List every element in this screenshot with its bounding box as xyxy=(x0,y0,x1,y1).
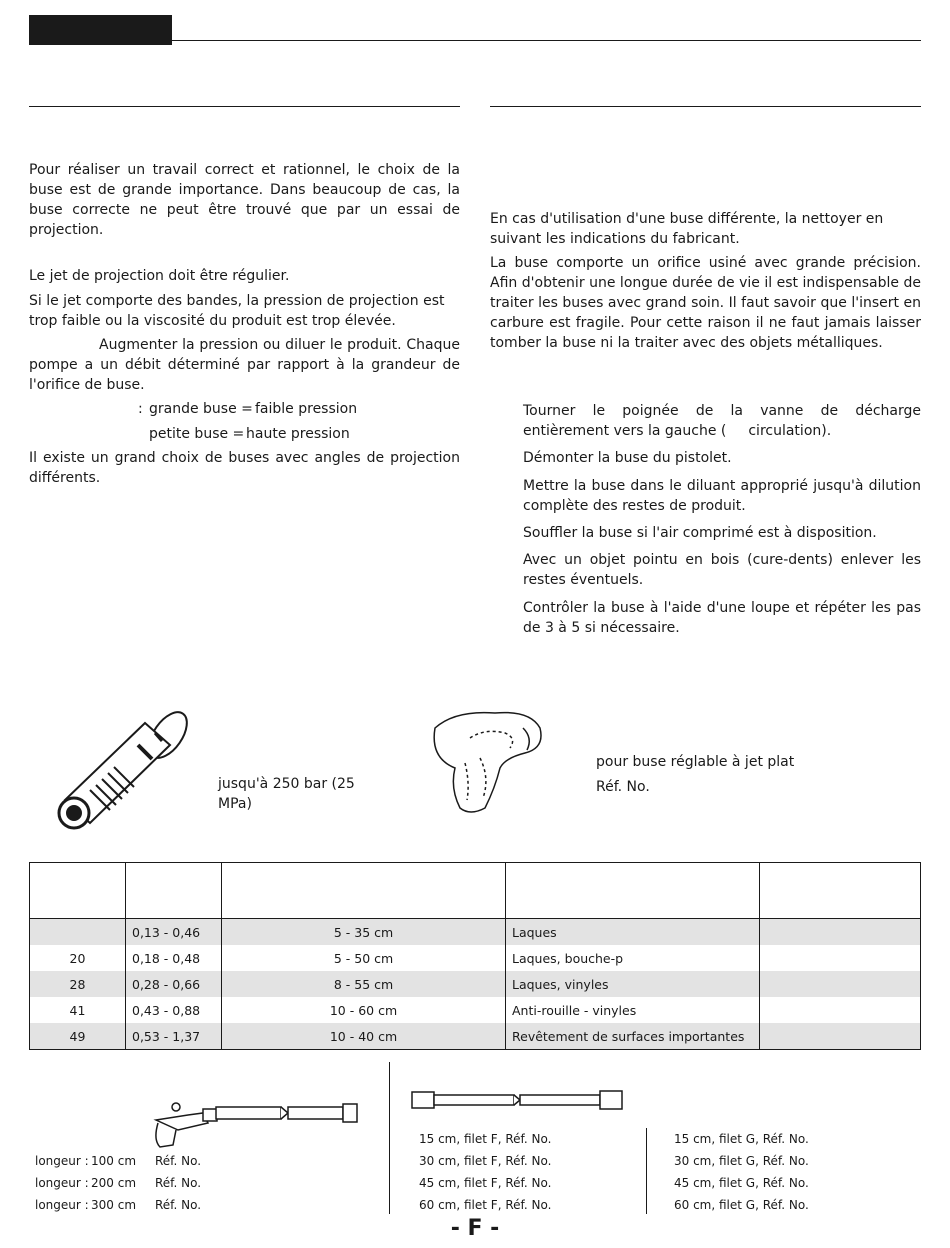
cleaning-step-3: Mettre la buse dans le diluant approprié jusqu'à dilution complète des restes de produit. xyxy=(523,478,921,514)
table-cell-c5 xyxy=(760,971,921,997)
page-marker: - F - xyxy=(450,1216,500,1241)
rule-2-label: petite buse = xyxy=(149,426,245,442)
length-list xyxy=(35,1150,375,1216)
table-cell-c1: 41 xyxy=(30,997,126,1023)
length-value: 200 cm xyxy=(91,1176,137,1190)
table-cell-c3: 8 - 55 cm xyxy=(222,971,506,997)
table-cell-c2: 0,43 - 0,88 xyxy=(126,997,222,1023)
extension-item: 30 cm, filet F, Réf. No. xyxy=(419,1154,552,1168)
length-label: longeur : xyxy=(35,1176,89,1190)
cleaning-step-5: Avec un objet pointu en bois (cure-dents) enlever les restes éventuels. xyxy=(523,552,921,588)
table-cell-c1: 28 xyxy=(30,971,126,997)
f-extension-list xyxy=(419,1128,551,1216)
right-paragraph-2: La buse comporte un orifice usiné avec grande précision. Afin d'obtenir une longue durée de vie il est indispensable de traiter les buses avec grand soin. Il faut savoir que l'insert en carbure est fragile. Pour cette raison il ne faut jamais laisser tomber la buse ni la traiter avec des objets métalliques. xyxy=(490,255,921,351)
extension-item: 15 cm, filet F, Réf. No. xyxy=(419,1132,552,1146)
table-cell-c4: Revêtement de surfaces importantes xyxy=(506,1023,760,1050)
left-paragraph-2: Le jet de projection doit être régulier. xyxy=(29,268,290,284)
left-paragraph-1: Pour réaliser un travail correct et rationnel, le choix de la buse est de grande importance. Dans beaucoup de cas, la buse correcte ne peut être trouvé que par un essai de projection. xyxy=(29,162,460,238)
length-value: 300 cm xyxy=(91,1198,137,1212)
extension-item: 60 cm, filet F, Réf. No. xyxy=(419,1198,552,1212)
length-value: 100 cm xyxy=(91,1154,137,1168)
header-rule xyxy=(172,40,921,41)
rule-colon: : xyxy=(138,401,143,417)
nozzle-image xyxy=(50,705,190,840)
cleaning-step-2: Démonter la buse du pistolet. xyxy=(523,450,732,466)
table-cell-c2: 0,53 - 1,37 xyxy=(126,1023,222,1050)
length-row xyxy=(35,1194,375,1216)
length-label: longeur : xyxy=(35,1198,89,1212)
right-paragraph-1: En cas d'utilisation d'une buse différente, la nettoyer en suivant les indications du fabricant. xyxy=(490,211,884,247)
table-cell-c1: 49 xyxy=(30,1023,126,1050)
right-section-rule xyxy=(490,106,921,107)
nozzle-caption: jusqu'à 250 bar (25 MPa) xyxy=(218,776,355,812)
nozzle-holder-image xyxy=(425,708,550,818)
left-paragraph-3: Si le jet comporte des bandes, la pression de projection est trop faible ou la viscosité du produit est trop élevée. xyxy=(29,293,445,329)
table-cell-c5 xyxy=(760,919,921,946)
rule-2-value: haute pression xyxy=(246,426,350,442)
table-cell-c3: 5 - 35 cm xyxy=(222,919,506,946)
rule-1-label: grande buse = xyxy=(149,401,253,417)
table-cell-c4: Laques, vinyles xyxy=(506,971,760,997)
extension-item: 45 cm, filet F, Réf. No. xyxy=(419,1176,552,1190)
table-cell-c5 xyxy=(760,997,921,1023)
table-cell-c4: Laques xyxy=(506,919,760,946)
extension-item: 45 cm, filet G, Réf. No. xyxy=(674,1176,809,1190)
table-row xyxy=(30,997,921,1023)
left-paragraph-4: Augmenter la pression ou diluer le produit. Chaque pompe a un débit déterminé par rapport à la grandeur de l'orifice de buse. xyxy=(29,337,460,393)
table-row xyxy=(30,971,921,997)
table-cell-c2: 0,13 - 0,46 xyxy=(126,919,222,946)
table-cell-c1: 20 xyxy=(30,945,126,971)
cleaning-step-1-text: Tourner le poignée de la vanne de décharge entièrement vers la gauche ( xyxy=(523,403,921,439)
table-cell-c5 xyxy=(760,945,921,971)
column-divider xyxy=(389,1062,390,1214)
table-header-row xyxy=(30,863,921,919)
table-cell-c3: 5 - 50 cm xyxy=(222,945,506,971)
table-cell-c3: 10 - 40 cm xyxy=(222,1023,506,1050)
table-cell-c5 xyxy=(760,1023,921,1050)
holder-caption-1: pour buse réglable à jet plat xyxy=(596,754,795,770)
length-ref: Réf. No. xyxy=(155,1198,202,1212)
extension-item: 60 cm, filet G, Réf. No. xyxy=(674,1198,809,1212)
table-cell-c2: 0,28 - 0,66 xyxy=(126,971,222,997)
length-ref: Réf. No. xyxy=(155,1154,202,1168)
column-divider-2 xyxy=(646,1128,647,1214)
table-row xyxy=(30,1023,921,1050)
table-cell-c4: Laques, bouche-p xyxy=(506,945,760,971)
cleaning-step-4: Souffler la buse si l'air comprimé est à disposition. xyxy=(523,525,877,541)
cleaning-step-1-end: circulation). xyxy=(748,423,832,439)
nozzle-table xyxy=(29,862,921,1050)
spray-gun-hose-image xyxy=(148,1095,363,1155)
length-ref: Réf. No. xyxy=(155,1176,202,1190)
left-section-rule xyxy=(29,106,460,107)
rule-1-value: faible pression xyxy=(255,401,358,417)
extension-item: 30 cm, filet G, Réf. No. xyxy=(674,1154,809,1168)
length-row xyxy=(35,1172,375,1194)
table-cell-c3: 10 - 60 cm xyxy=(222,997,506,1023)
cleaning-step-6: Contrôler la buse à l'aide d'une loupe et répéter les pas de 3 à 5 si nécessaire. xyxy=(523,600,921,636)
g-extension-list xyxy=(674,1128,809,1216)
table-cell-c4: Anti-rouille - vinyles xyxy=(506,997,760,1023)
table-cell-c1 xyxy=(30,919,126,946)
left-paragraph-5: Il existe un grand choix de buses avec angles de projection différents. xyxy=(29,450,460,486)
holder-caption-2: Réf. No. xyxy=(596,779,650,795)
length-label: longeur : xyxy=(35,1154,89,1168)
extension-hose-image xyxy=(410,1086,625,1116)
extension-item: 15 cm, filet G, Réf. No. xyxy=(674,1132,809,1146)
header-black-tab xyxy=(29,15,172,45)
table-row xyxy=(30,919,921,946)
table-cell-c2: 0,18 - 0,48 xyxy=(126,945,222,971)
cleaning-step-1 xyxy=(523,401,921,441)
table-row xyxy=(30,945,921,971)
length-row xyxy=(35,1150,375,1172)
